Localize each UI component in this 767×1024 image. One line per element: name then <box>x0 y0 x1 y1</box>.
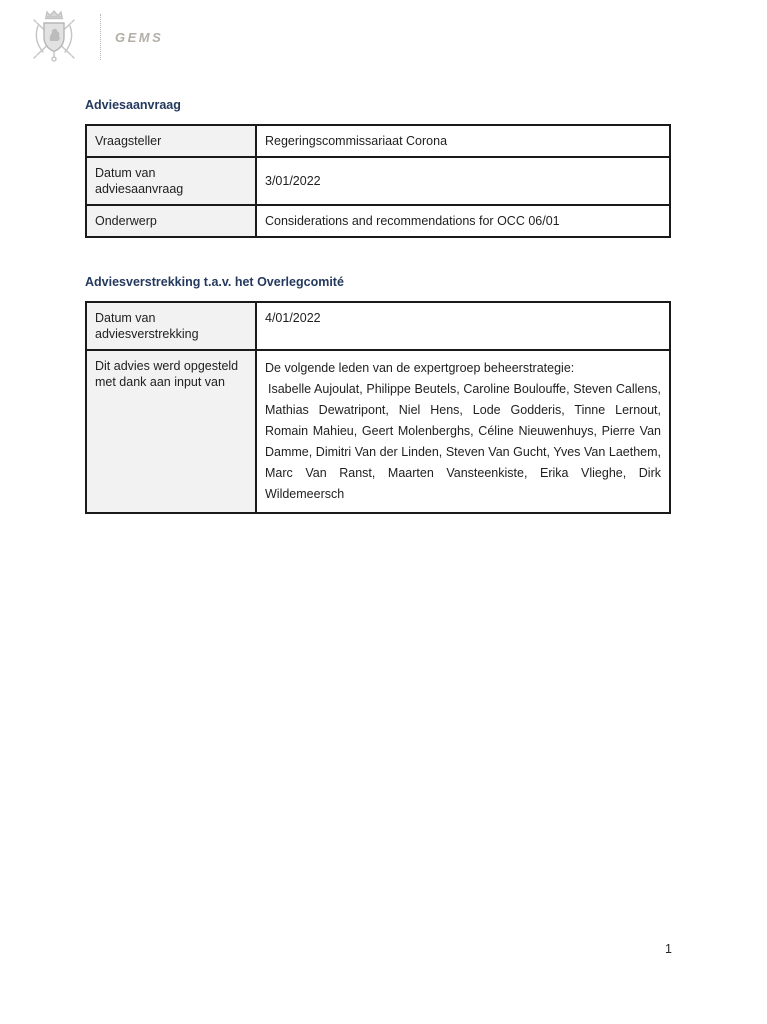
row-value-expert-list <box>256 350 670 513</box>
table-row <box>86 157 670 205</box>
adviesverstrekking-table <box>85 301 671 514</box>
document-body <box>85 98 671 514</box>
row-value-vraagsteller: Regeringscommissariaat Corona <box>256 125 670 157</box>
row-label-datum-adviesaanvraag: Datum van adviesaanvraag <box>86 157 256 205</box>
table-row <box>86 350 670 513</box>
header-divider <box>100 14 101 60</box>
row-label-datum-adviesverstrekking: Datum van adviesverstrekking <box>86 302 256 350</box>
row-value-onderwerp: Considerations and recommendations for OCC 06/01 <box>256 205 670 237</box>
page-header <box>30 8 163 69</box>
page-number: 1 <box>665 942 672 956</box>
section-title-adviesaanvraag: Adviesaanvraag <box>85 98 181 112</box>
row-label-vraagsteller: Vraagsteller <box>86 125 256 157</box>
row-value-datum-adviesaanvraag: 3/01/2022 <box>256 157 670 205</box>
row-label-input-van: Dit advies werd opgesteld met dank aan input van <box>86 350 256 513</box>
table-row <box>86 125 670 157</box>
expert-list-intro: De volgende leden van de expertgroep beheerstrategie: <box>265 361 575 375</box>
table-row <box>86 205 670 237</box>
adviesaanvraag-table <box>85 124 671 238</box>
belgian-coat-of-arms-icon <box>30 8 78 69</box>
brand-logo-text: GEMS <box>115 30 164 45</box>
section-title-adviesverstrekking: Adviesverstrekking t.a.v. het Overlegcomité <box>85 275 344 289</box>
table-row <box>86 302 670 350</box>
row-value-datum-adviesverstrekking: 4/01/2022 <box>256 302 670 350</box>
expert-list-names: Isabelle Aujoulat, Philippe Beutels, Caroline Boulouffe, Steven Callens, Mathias Dewatripont, Niel Hens, Lode Godderis, Tinne Lernout, Romain Mahieu, Geert Molenberghs, Céline Nieuwenhuys, Pierre Van Damme, Dimitri Van der Linden, Steven Van Gucht, Yves Van Laethem, Marc Van Ranst, Maarten Vansteenkiste, Erika Vlieghe, Dirk Wildemeersch <box>265 382 661 501</box>
row-label-onderwerp: Onderwerp <box>86 205 256 237</box>
